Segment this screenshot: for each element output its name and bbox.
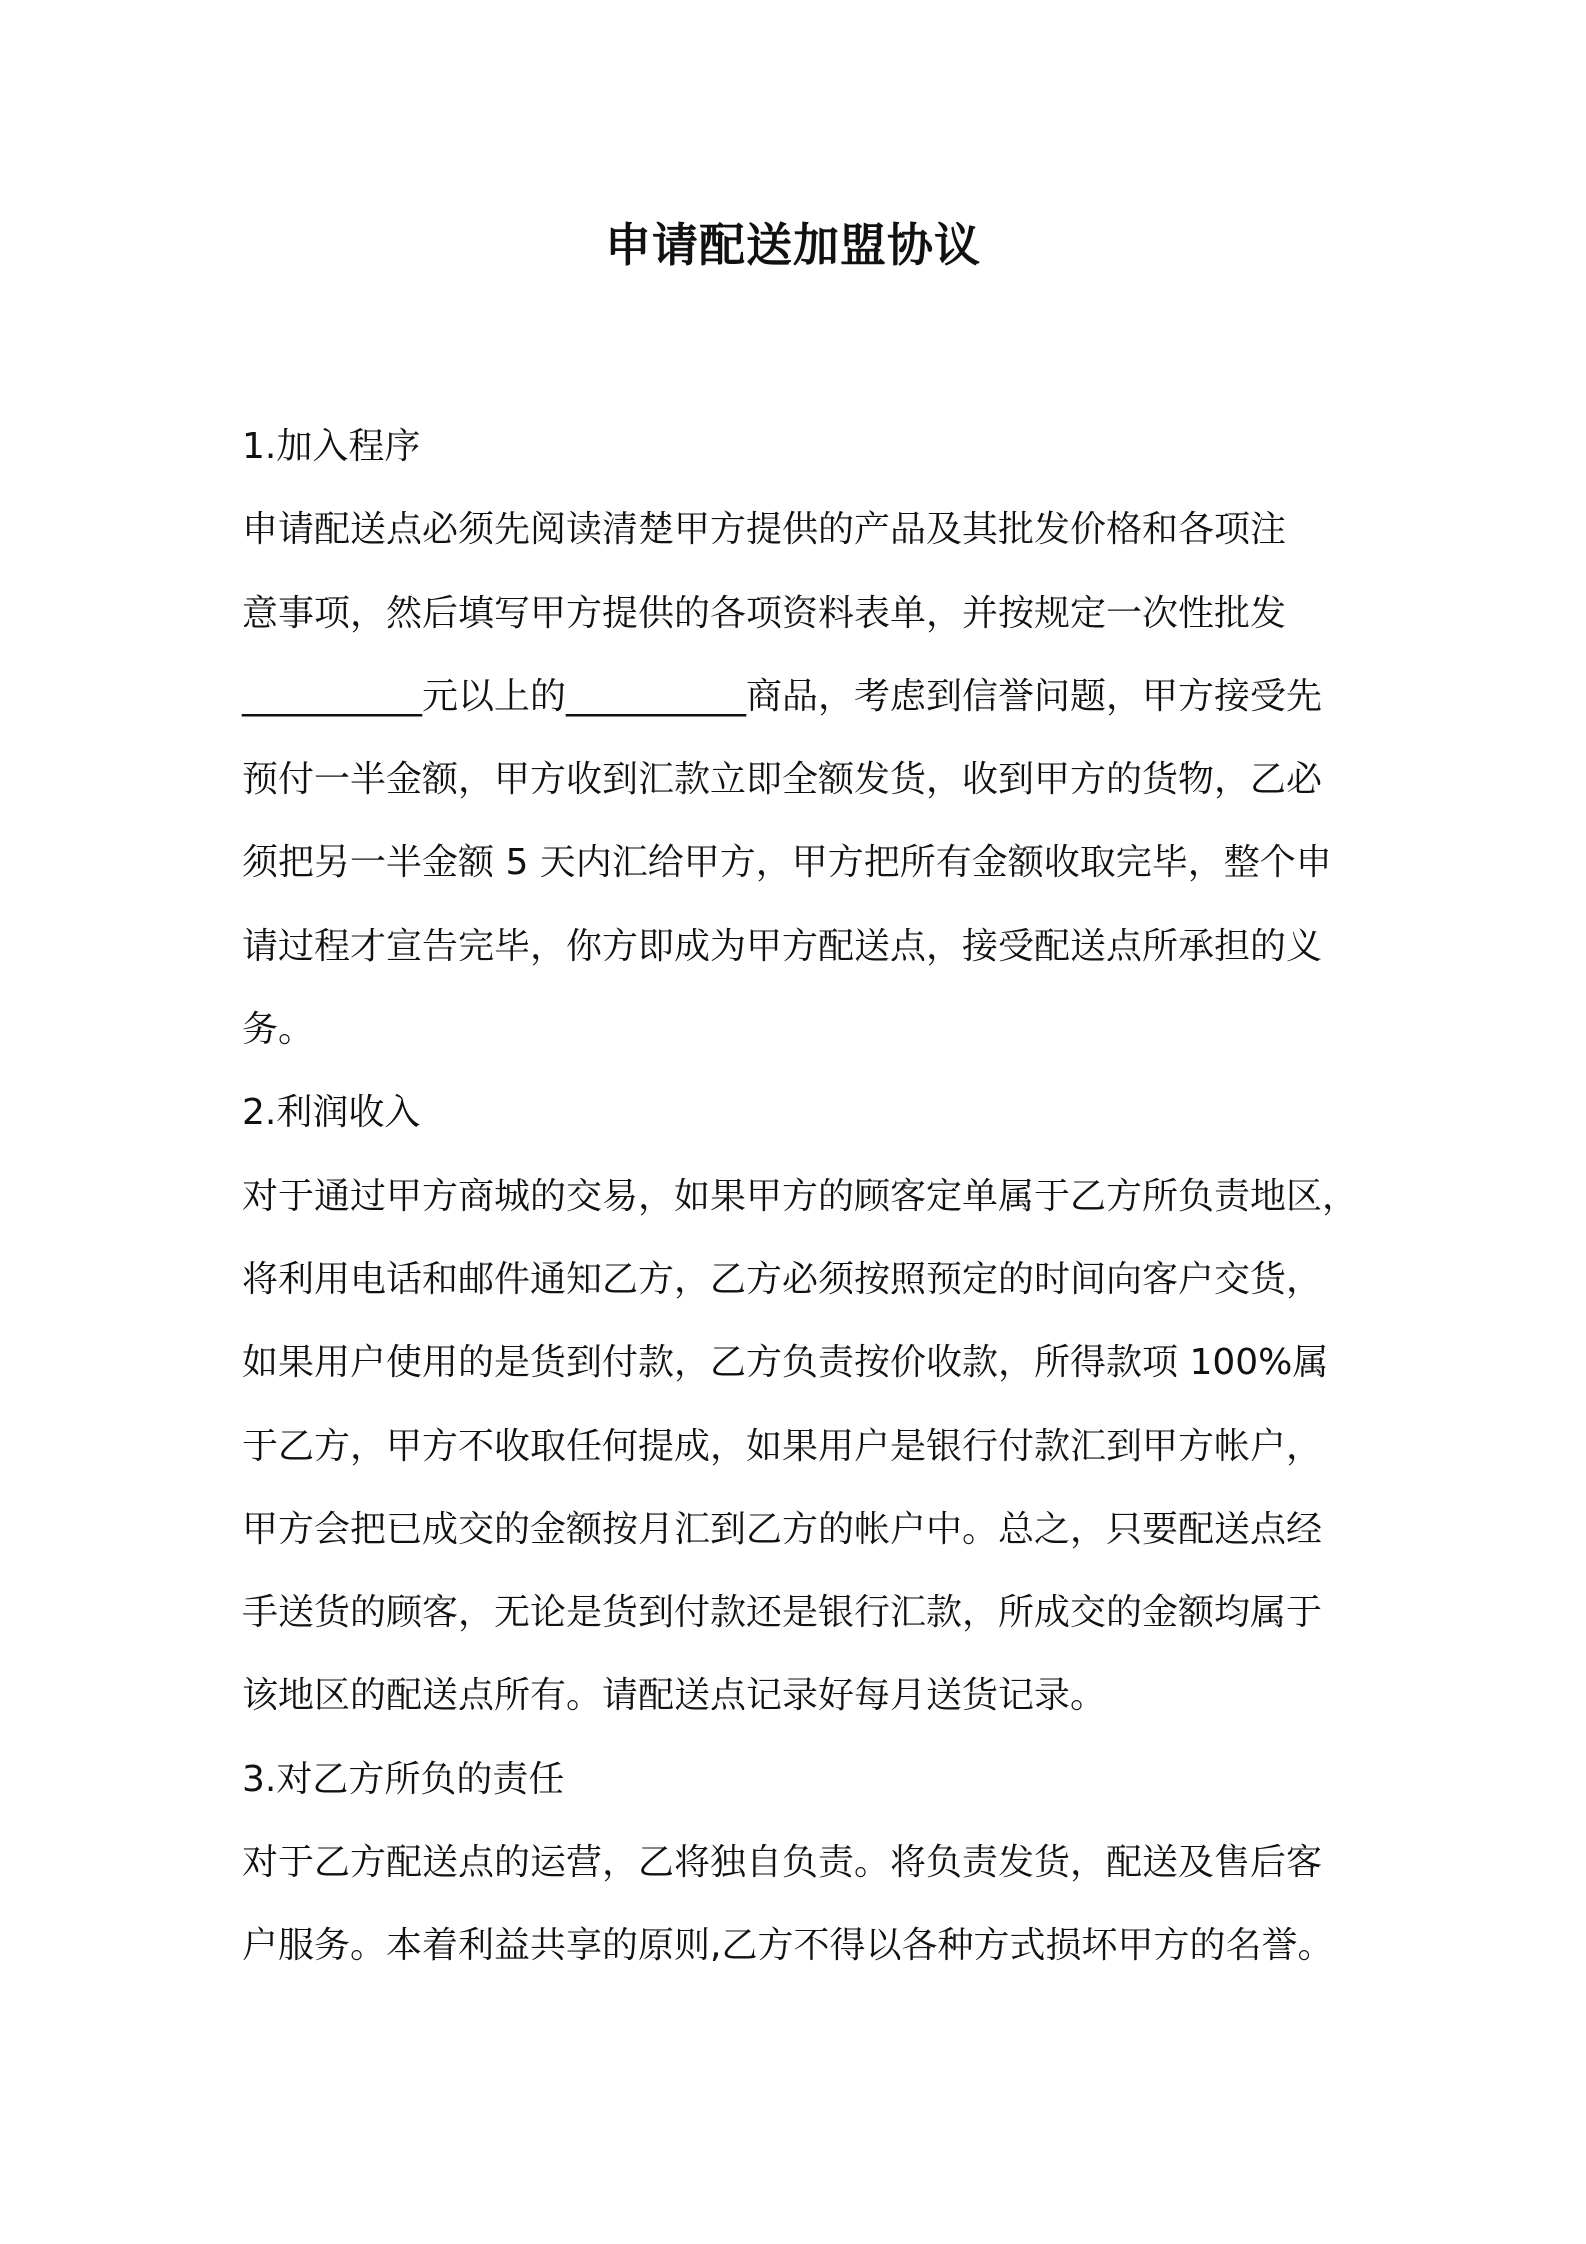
paragraph-line-with-blanks: __________元以上的__________商品，考虑到信誉问题，甲方接受先 bbox=[242, 675, 1323, 717]
paragraph-line: 务。 bbox=[242, 1009, 315, 1051]
paragraph-line: 请过程才宣告完毕，你方即成为甲方配送点，接受配送点所承担的义 bbox=[242, 925, 1323, 967]
paragraph-line: 户服务。本着利益共享的原则,乙方不得以各种方式损坏甲方的名誉。 bbox=[242, 1925, 1334, 1967]
paragraph-line: 对于通过甲方商城的交易，如果甲方的顾客定单属于乙方所负责地区， bbox=[242, 1175, 1359, 1217]
section-heading-party-b-responsibility: 3.对乙方所负的责任 bbox=[242, 1758, 565, 1800]
paragraph-line: 对于乙方配送点的运营，乙将独自负责。将负责发货，配送及售后客 bbox=[242, 1842, 1323, 1884]
paragraph-line: 将利用电话和邮件通知乙方，乙方必须按照预定的时间向客户交货， bbox=[242, 1258, 1323, 1300]
paragraph-line: 甲方会把已成交的金额按月汇到乙方的帐户中。总之，只要配送点经 bbox=[242, 1508, 1323, 1550]
paragraph-line: 预付一半金额，甲方收到汇款立即全额发货，收到甲方的货物，乙必 bbox=[242, 759, 1323, 801]
paragraph-line: 于乙方，甲方不收取任何提成，如果用户是银行付款汇到甲方帐户， bbox=[242, 1425, 1323, 1467]
paragraph-line: 须把另一半金额 5 天内汇给甲方，甲方把所有金额收取完毕，整个申 bbox=[242, 842, 1332, 884]
paragraph-line: 意事项，然后填写甲方提供的各项资料表单，并按规定一次性批发 bbox=[242, 592, 1287, 634]
section-heading-profit-income: 2.利润收入 bbox=[242, 1092, 421, 1134]
document-body bbox=[242, 405, 1362, 1988]
document-title: 申请配送加盟协议 bbox=[605, 218, 981, 272]
paragraph-line: 申请配送点必须先阅读清楚甲方提供的产品及其批发价格和各项注 bbox=[242, 509, 1287, 551]
paragraph-line: 手送货的顾客，无论是货到付款还是银行汇款，所成交的金额均属于 bbox=[242, 1592, 1323, 1634]
paragraph-line: 该地区的配送点所有。请配送点记录好每月送货记录。 bbox=[242, 1675, 1107, 1717]
section-heading-join-procedure: 1.加入程序 bbox=[242, 426, 421, 467]
paragraph-line: 如果用户使用的是货到付款，乙方负责按价收款，所得款项 100%属 bbox=[242, 1342, 1329, 1384]
